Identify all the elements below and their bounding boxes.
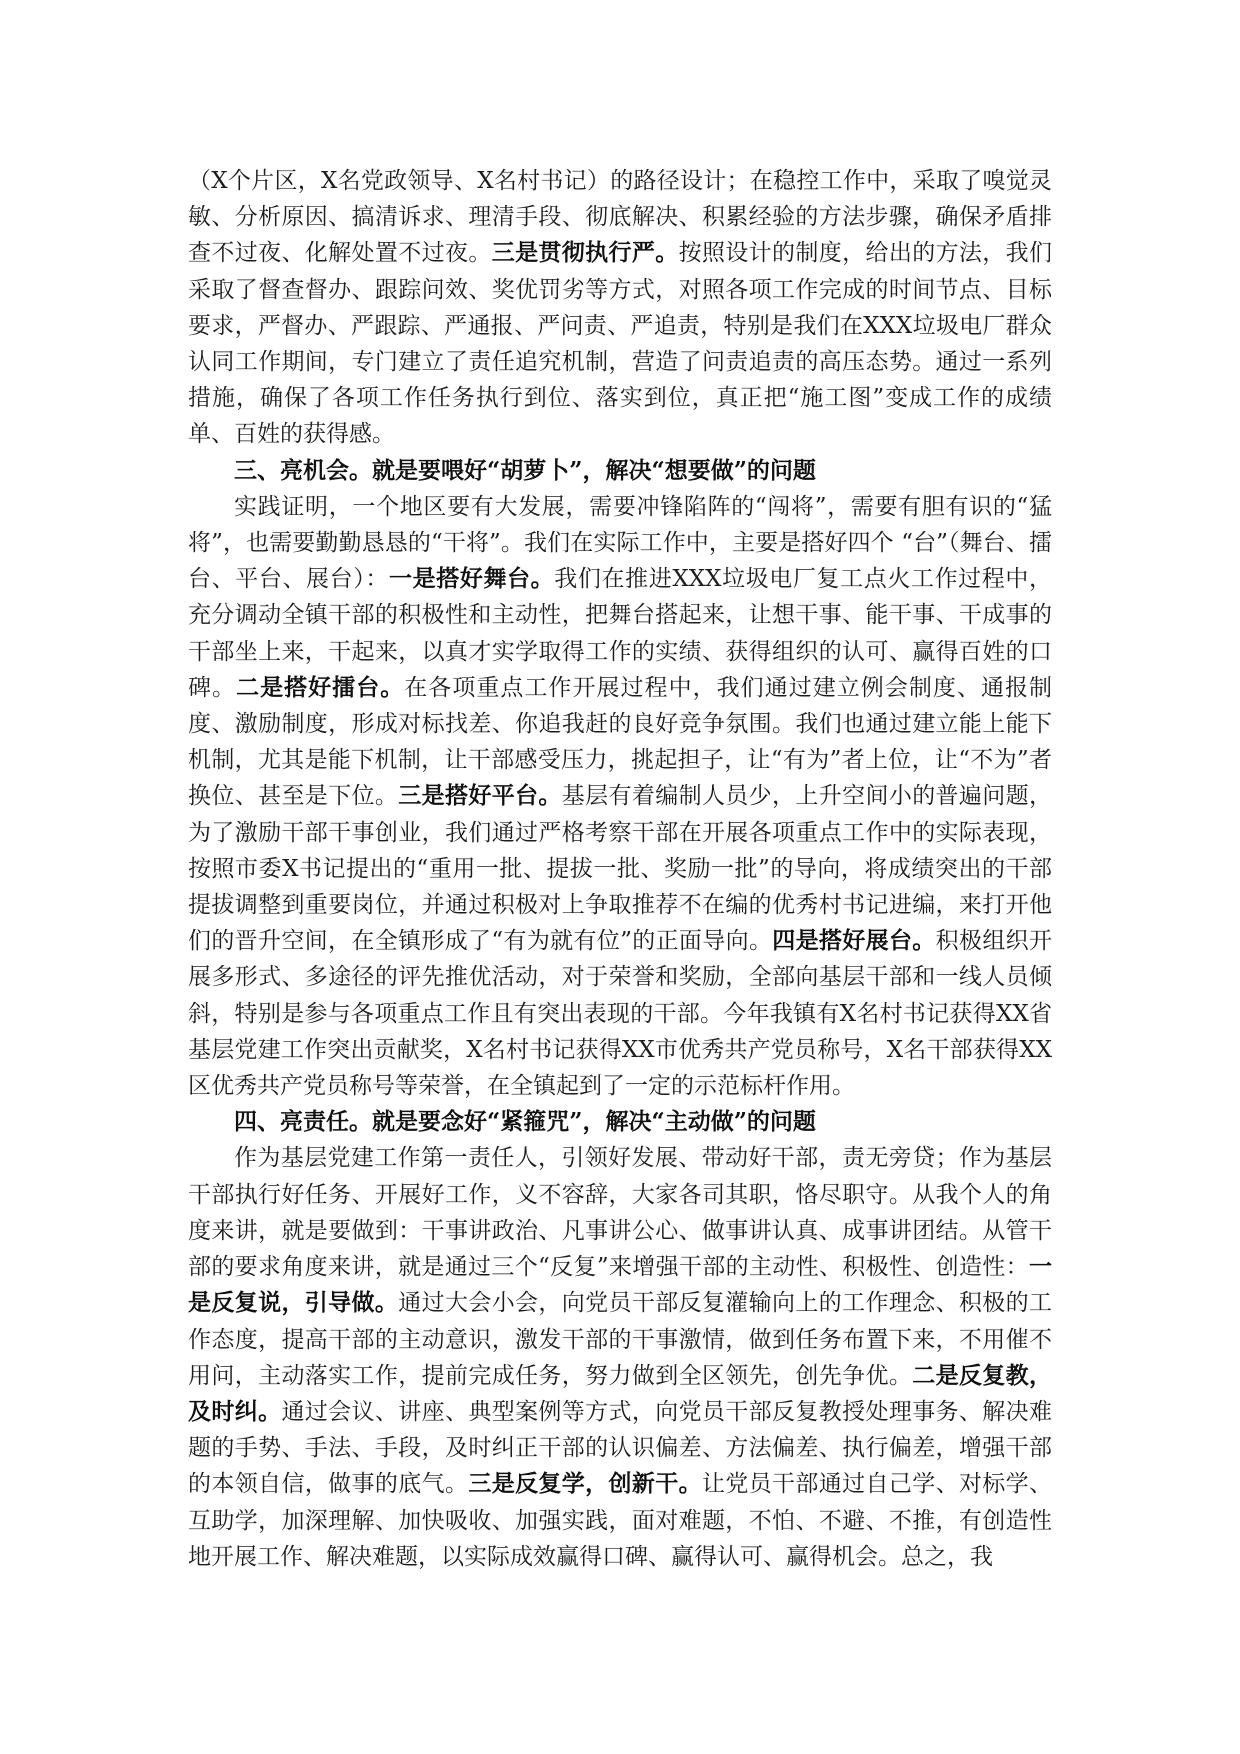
text-run: 在各项重点工作开展过程中，我们通过建立例会制度、通报制度、激励制度，形成对标找差、你追我赶的良好竞争氛围。我们也通过建立能上能下机制，尤其是能下机制，让干部感受压力，挑起担子，让“有为”者上位，让“不为”者换位、甚至是下位。 [188, 674, 1053, 810]
section-heading-3 [188, 453, 1052, 489]
text-run: 实践证明，一个地区要有大发展，需要冲锋陷阵的“闯将”，需要有胆有识的“猛将”，也需要勤勤恳恳的“干将”。我们在实际工作中，主要是搭好四个 “台”（舞台、擂台、平台、展台）： [188, 493, 1052, 593]
bold-point-stage: 一是搭好舞台。 [389, 565, 555, 593]
text-run: （X个片区，X名党政领导、X名村书记）的路径设计；在稳控工作中，采取了嗅觉灵敏、分析原因、搞清诉求、理清手段、彻底解决、积累经验的方法步骤，确保矛盾排查不过夜、化解处置不过夜。 [188, 168, 1052, 267]
bold-point-strict-execution: 三是贯彻执行严。 [491, 239, 679, 267]
text-run: 我们在推进XXX垃圾电厂复工点火工作过程中，充分调动全镇干部的积极性和主动性，把舞台搭起来，让想干事、能干事、干成事的干部坐上来，干起来，以真才实学取得工作的实绩、获得组织的认可、赢得百姓的口碑。 [188, 566, 1053, 701]
bold-point-showcase: 四是搭好展台。 [772, 927, 936, 955]
heading-text: 四、亮责任。就是要念好“紧箍咒”，解决“主动做”的问题 [234, 1108, 816, 1136]
paragraph-four-platforms [188, 489, 1052, 1104]
text-run: 按照设计的制度，给出的方法，我们采取了督查督办、跟踪问效、奖优罚劣等方式，对照各项工作完成的时间节点、目标要求，严督办、严跟踪、严通报、严问责、严追责，特别是我们在XXX垃圾电厂群众认同工作期间，专门建立了责任追究机制，营造了问责追责的高压态势。通过一系列措施，确保了各项工作任务执行到位、落实到位，真正把“施工图”变成工作的成绩单、百姓的获得感。 [188, 240, 1053, 448]
text-run: 积极组织开展多形式、多途径的评先推优活动，对于荣誉和奖励，全部向基层干部和一线人员倾斜，特别是参与各项重点工作且有突出表现的干部。今年我镇有X名村书记获得XX省基层党建工作突出贡献奖，X名村书记获得XX市优秀共产党员称号，X名干部获得XX区优秀共产党员称号等荣誉，在全镇起到了一定的示范标杆作用。 [188, 928, 1052, 1100]
bold-point-arena: 二是搭好擂台。 [236, 673, 405, 701]
text-run: 通过会议、讲座、典型案例等方式，向党员干部反复教授处理事务、解决难题的手势、手法、手段，及时纠正干部的认识偏差、方法偏差、执行偏差，增强干部的本领自信，做事的底气。 [188, 1398, 1053, 1498]
text-run: 基层有着编制人员少，上升空间小的普遍问题，为了激励干部干事创业，我们通过严格考察干部在开展各项重点工作中的实际表现，按照市委X书记提出的“重用一批、提拔一批、奖励一批”的导向，将成绩突出的干部提拔调整到重要岗位，并通过积极对上争取推荐不在编的优秀村书记进编，来打开他们的晋升空间，在全镇形成了“有为就有位”的正面导向。 [188, 783, 1053, 955]
document-page [188, 163, 1052, 1575]
heading-text: 三、亮机会。就是要喂好“胡萝卜”，解决“想要做”的问题 [234, 456, 816, 484]
text-run: 通过大会小会，向党员干部反复灌输向上的工作理念、积极的工作态度，提高干部的主动意识，激发干部的干事激情，做到任务布置下来，不用催不用问，主动落实工作，提前完成任务，努力做到全区领先，创先争优。 [188, 1290, 1053, 1389]
text-run: 让党员干部通过自己学、对标学、互助学，加深理解、加快吸收、加强实践，面对难题，不怕、不避、不推，有创造性地开展工作、解决难题，以实际成效赢得口碑、赢得认可、赢得机会。总之，我 [188, 1471, 1053, 1570]
bold-point-repeat-learn: 三是反复学，创新干。 [468, 1470, 702, 1498]
section-heading-4 [188, 1104, 1052, 1140]
bold-point-platform: 三是搭好平台。 [398, 782, 562, 810]
bold-point-repeat-say: 一是反复说，引导做。 [188, 1253, 1052, 1317]
text-run: 作为基层党建工作第一责任人，引领好发展、带动好干部，责无旁贷；作为基层干部执行好任务、开展好工作，义不容辞，大家各司其职，恪尽职守。从我个人的角度来讲，就是要做到：干事讲政治、凡事讲公心、做事讲认真、成事讲团结。从管干部的要求角度来讲，就是通过三个“反复”来增强干部的主动性、积极性、创造性： [188, 1145, 1052, 1281]
paragraph-stability-execution [188, 163, 1052, 453]
paragraph-three-repeats [188, 1140, 1052, 1574]
bold-point-repeat-teach: 二是反复教，及时纠。 [188, 1361, 1053, 1425]
